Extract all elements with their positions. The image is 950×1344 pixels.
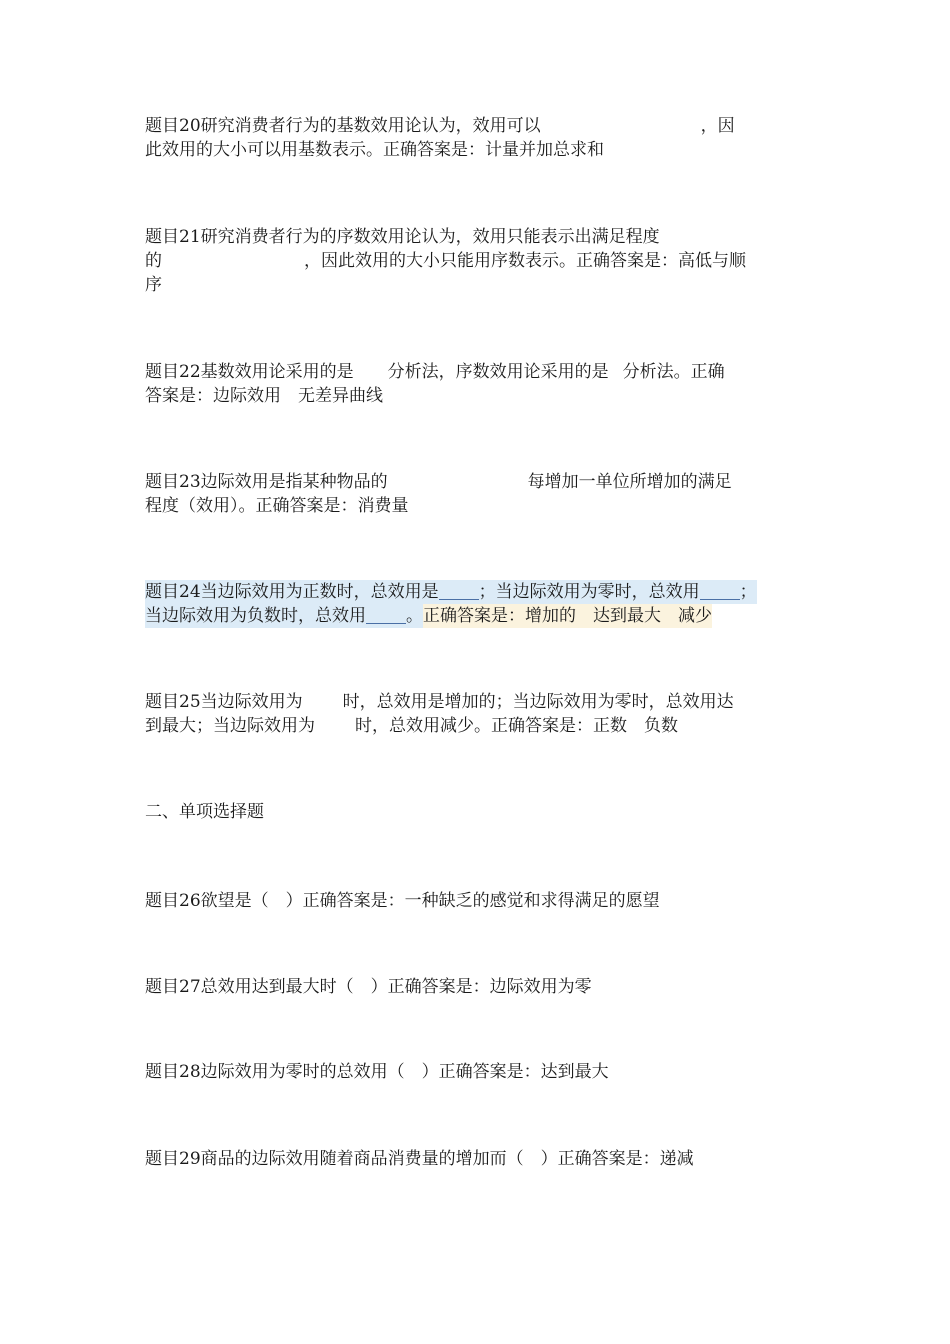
q25-text-2: 时，总效用是增加的；当边际效用为零时，总效用达 (342, 692, 734, 712)
question-28: 题目28边际效用为零时的总效用（ ）正确答案是：达到最大 (145, 1062, 609, 1082)
question-21 (145, 225, 810, 297)
q21-text-2: 的 (145, 251, 162, 271)
question-22 (145, 360, 810, 408)
q24-highlight-line-1 (145, 580, 757, 604)
q22-text-1: 题目22基数效用论采用的是 (145, 362, 354, 382)
q24-highlight-line-2 (145, 604, 423, 628)
q24-text-3: ； (739, 582, 757, 602)
q24-blank-3 (366, 605, 406, 624)
q25-text-4: 时，总效用减少。正确答案是：正数 负数 (355, 716, 678, 736)
q24-text-1: 题目24当边际效用为正数时，总效用是 (145, 582, 439, 602)
q23-text-2: 每增加一单位所增加的满足 (527, 472, 732, 492)
q20-text-2: ，因 (700, 116, 735, 136)
section-heading: 二、单项选择题 (145, 802, 264, 822)
q24-text-5: 。 (406, 606, 423, 626)
q22-text-4: 答案是：边际效用 无差异曲线 (145, 386, 383, 406)
question-26: 题目26欲望是（ ）正确答案是：一种缺乏的感觉和求得满足的愿望 (145, 891, 660, 911)
q21-text-1: 题目21研究消费者行为的序数效用论认为，效用只能表示出满足程度 (145, 227, 660, 247)
question-23 (145, 470, 810, 518)
q21-text-3: ，因此效用的大小只能用序数表示。正确答案是：高低与顺 (304, 251, 746, 271)
question-25 (145, 690, 810, 738)
question-20 (145, 114, 810, 162)
q25-text-3: 到最大；当边际效用为 (145, 716, 315, 736)
q23-text-3: 程度（效用）。正确答案是：消费量 (145, 496, 409, 516)
q21-text-4: 序 (145, 275, 162, 295)
q24-blank-1 (439, 581, 479, 600)
q22-text-3: 分析法。正确 (622, 362, 725, 382)
question-29: 题目29商品的边际效用随着商品消费量的增加而（ ）正确答案是：递减 (145, 1149, 694, 1169)
q20-text-3: 此效用的大小可以用基数表示。正确答案是：计量并加总求和 (145, 140, 604, 160)
q24-blank-2 (700, 581, 740, 600)
q24-text-2: ；当边际效用为零时，总效用 (478, 582, 700, 602)
q22-text-2: 分析法，序数效用论采用的是 (387, 362, 609, 382)
q23-text-1: 题目23边际效用是指某种物品的 (145, 472, 388, 492)
q24-text-4: 当边际效用为负数时，总效用 (145, 606, 366, 626)
q25-text-1: 题目25当边际效用为 (145, 692, 303, 712)
question-24 (145, 580, 825, 628)
question-27: 题目27总效用达到最大时（ ）正确答案是：边际效用为零 (145, 977, 592, 997)
q24-answer: 正确答案是：增加的 达到最大 减少 (423, 606, 712, 626)
q20-text-1: 题目20研究消费者行为的基数效用论认为，效用可以 (145, 116, 541, 136)
